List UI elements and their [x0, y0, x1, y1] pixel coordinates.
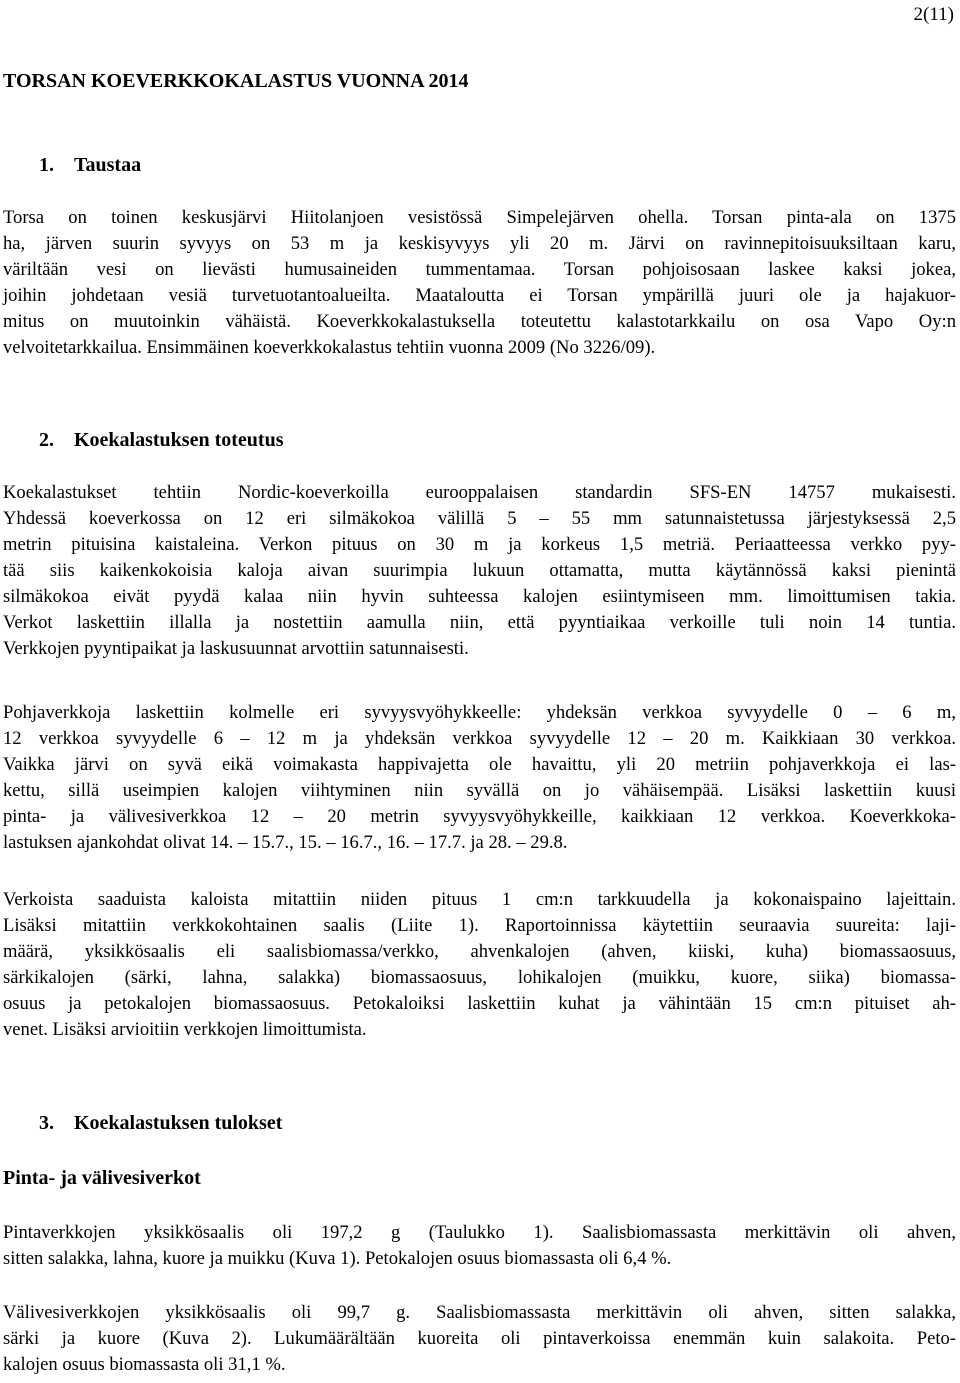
text-line: mitus on muutoinkin vähäistä. Koeverkkokalastuksella toteutettu kalastotarkkailu on osa Vapo Oy:n — [3, 311, 956, 332]
text-line: ha, järven suurin syvyys on 53 m ja keskisyvyys yli 20 m. Järvi on ravinnepitoisuuksiltaan karu, — [3, 233, 956, 254]
section-number: 1. — [39, 154, 54, 176]
document-title: TORSAN KOEVERKKOKALASTUS VUONNA 2014 — [3, 70, 469, 92]
text-line: velvoitetarkkailua. Ensimmäinen koeverkkokalastus tehtiin vuonna 2009 (No 3226/09). — [3, 337, 656, 358]
text-line: Välivesiverkkojen yksikkösaalis oli 99,7 g. Saalisbiomassasta merkittävin oli ahven, sitten salakka, — [3, 1302, 956, 1323]
paragraph-tulokset-2 — [3, 1300, 956, 1378]
text-line: Torsa on toinen keskusjärvi Hiitolanjoen vesistössä Simpelejärven ohella. Torsan pinta-ala on 1375 — [3, 207, 956, 228]
subheading-pinta-valivesiverkot: Pinta- ja välivesiverkot — [3, 1167, 201, 1189]
text-line: Koekalastukset tehtiin Nordic-koeverkoilla eurooppalaisen standardin SFS-EN 14757 mukaisesti. — [3, 482, 956, 503]
paragraph-tulokset-1 — [3, 1220, 956, 1272]
text-line: kettu, sillä useimpien kalojen viihtyminen niin syvällä on jo vähäisempää. Lisäksi laskettiin kuusi — [3, 780, 956, 801]
section-number: 2. — [39, 429, 54, 451]
text-line: Verkot laskettiin illalla ja nostettiin aamulla niin, että pyyntiaikaa verkoille tuli noin 14 tuntia. — [3, 612, 956, 633]
text-line: Yhdessä koeverkossa on 12 eri silmäkokoa välillä 5 – 55 mm satunnaistetussa järjestyksessä 2,5 — [3, 508, 956, 529]
text-line: Vaikka järvi on syvä eikä voimakasta happivajetta ole havaittu, yli 20 metriin pohjaverkkoja ei las- — [3, 754, 956, 775]
text-line: särki ja kuore (Kuva 2). Lukumäärältään kuoreita oli pintaverkoissa enemmän kuin salakoita. Peto- — [3, 1328, 956, 1349]
paragraph-taustaa — [3, 205, 956, 361]
text-line: Lisäksi mitattiin verkkokohtainen saalis (Liite 1). Raportoinnissa käytettiin seuraavia suureita: laji- — [3, 915, 956, 936]
section-number: 3. — [39, 1112, 54, 1134]
paragraph-toteutus-2 — [3, 700, 956, 856]
section-title: Koekalastuksen toteutus — [74, 429, 284, 451]
text-line: Verkkojen pyyntipaikat ja laskusuunnat arvottiin satunnaisesti. — [3, 638, 469, 659]
text-line: väriltään vesi on lievästi humusaineiden tummentamaa. Torsan pohjoisosaan laskee kaksi jokea, — [3, 259, 956, 280]
section-heading-tulokset — [39, 1110, 282, 1136]
text-line: Pintaverkkojen yksikkösaalis oli 197,2 g (Taulukko 1). Saalisbiomassasta merkittävin oli ahven, — [3, 1222, 956, 1243]
text-line: metrin pituisina kaistaleina. Verkon pituus on 30 m ja korkeus 1,5 metriä. Periaatteessa verkko pyy- — [3, 534, 956, 555]
text-line: tää siis kaikenkokoisia kaloja aivan suurimpia lukuun ottamatta, mutta käytännössä kaksi pienintä — [3, 560, 956, 581]
paragraph-toteutus-3 — [3, 887, 956, 1043]
text-line: joihin johdetaan vesiä turvetuotantoalueilta. Maataloutta ei Torsan ympärillä juuri ole ja hajakuor- — [3, 285, 956, 306]
section-heading-toteutus — [39, 427, 283, 453]
text-line: lastuksen ajankohdat olivat 14. – 15.7., 15. – 16.7., 16. – 17.7. ja 28. – 29.8. — [3, 832, 568, 853]
text-line: silmäkokoa eivät pyydä kalaa niin hyvin suhteessa kalojen esiintymiseen mm. limoittumisen takia. — [3, 586, 956, 607]
paragraph-toteutus-1 — [3, 480, 956, 662]
text-line: kalojen osuus biomassasta oli 31,1 %. — [3, 1354, 286, 1375]
page-number: 2(11) — [913, 4, 954, 25]
text-line: särkikalojen (särki, lahna, salakka) biomassaosuus, lohikalojen (muikku, kuore, siika) biomassa- — [3, 967, 956, 988]
text-line: määrä, yksikkösaalis eli saalisbiomassa/verkko, ahvenkalojen (ahven, kiiski, kuha) biomassaosuus, — [3, 941, 956, 962]
text-line: 12 verkkoa syvyydelle 6 – 12 m ja yhdeksän verkkoa syvyydelle 12 – 20 m. Kaikkiaan 30 verkkoa. — [3, 728, 956, 749]
text-line: pinta- ja välivesiverkkoa 12 – 20 metrin syvyysvyöhykkeille, kaikkiaan 12 verkkoa. Koeverkkoka- — [3, 806, 956, 827]
section-title: Koekalastuksen tulokset — [74, 1112, 283, 1134]
text-line: Verkoista saaduista kaloista mitattiin niiden pituus 1 cm:n tarkkuudella ja kokonaispaino lajeittain. — [3, 889, 956, 910]
section-title: Taustaa — [74, 154, 142, 176]
text-line: osuus ja petokalojen biomassaosuus. Petokaloiksi laskettiin kuhat ja vähintään 15 cm:n pituiset ah- — [3, 993, 956, 1014]
text-line: venet. Lisäksi arvioitiin verkkojen limoittumista. — [3, 1019, 367, 1040]
section-heading-taustaa — [39, 152, 141, 178]
text-line: Pohjaverkkoja laskettiin kolmelle eri syvyysvyöhykkeelle: yhdeksän verkkoa syvyydelle 0 – 6 m, — [3, 702, 956, 723]
text-line: sitten salakka, lahna, kuore ja muikku (Kuva 1). Petokalojen osuus biomassasta oli 6,4 %. — [3, 1248, 672, 1269]
